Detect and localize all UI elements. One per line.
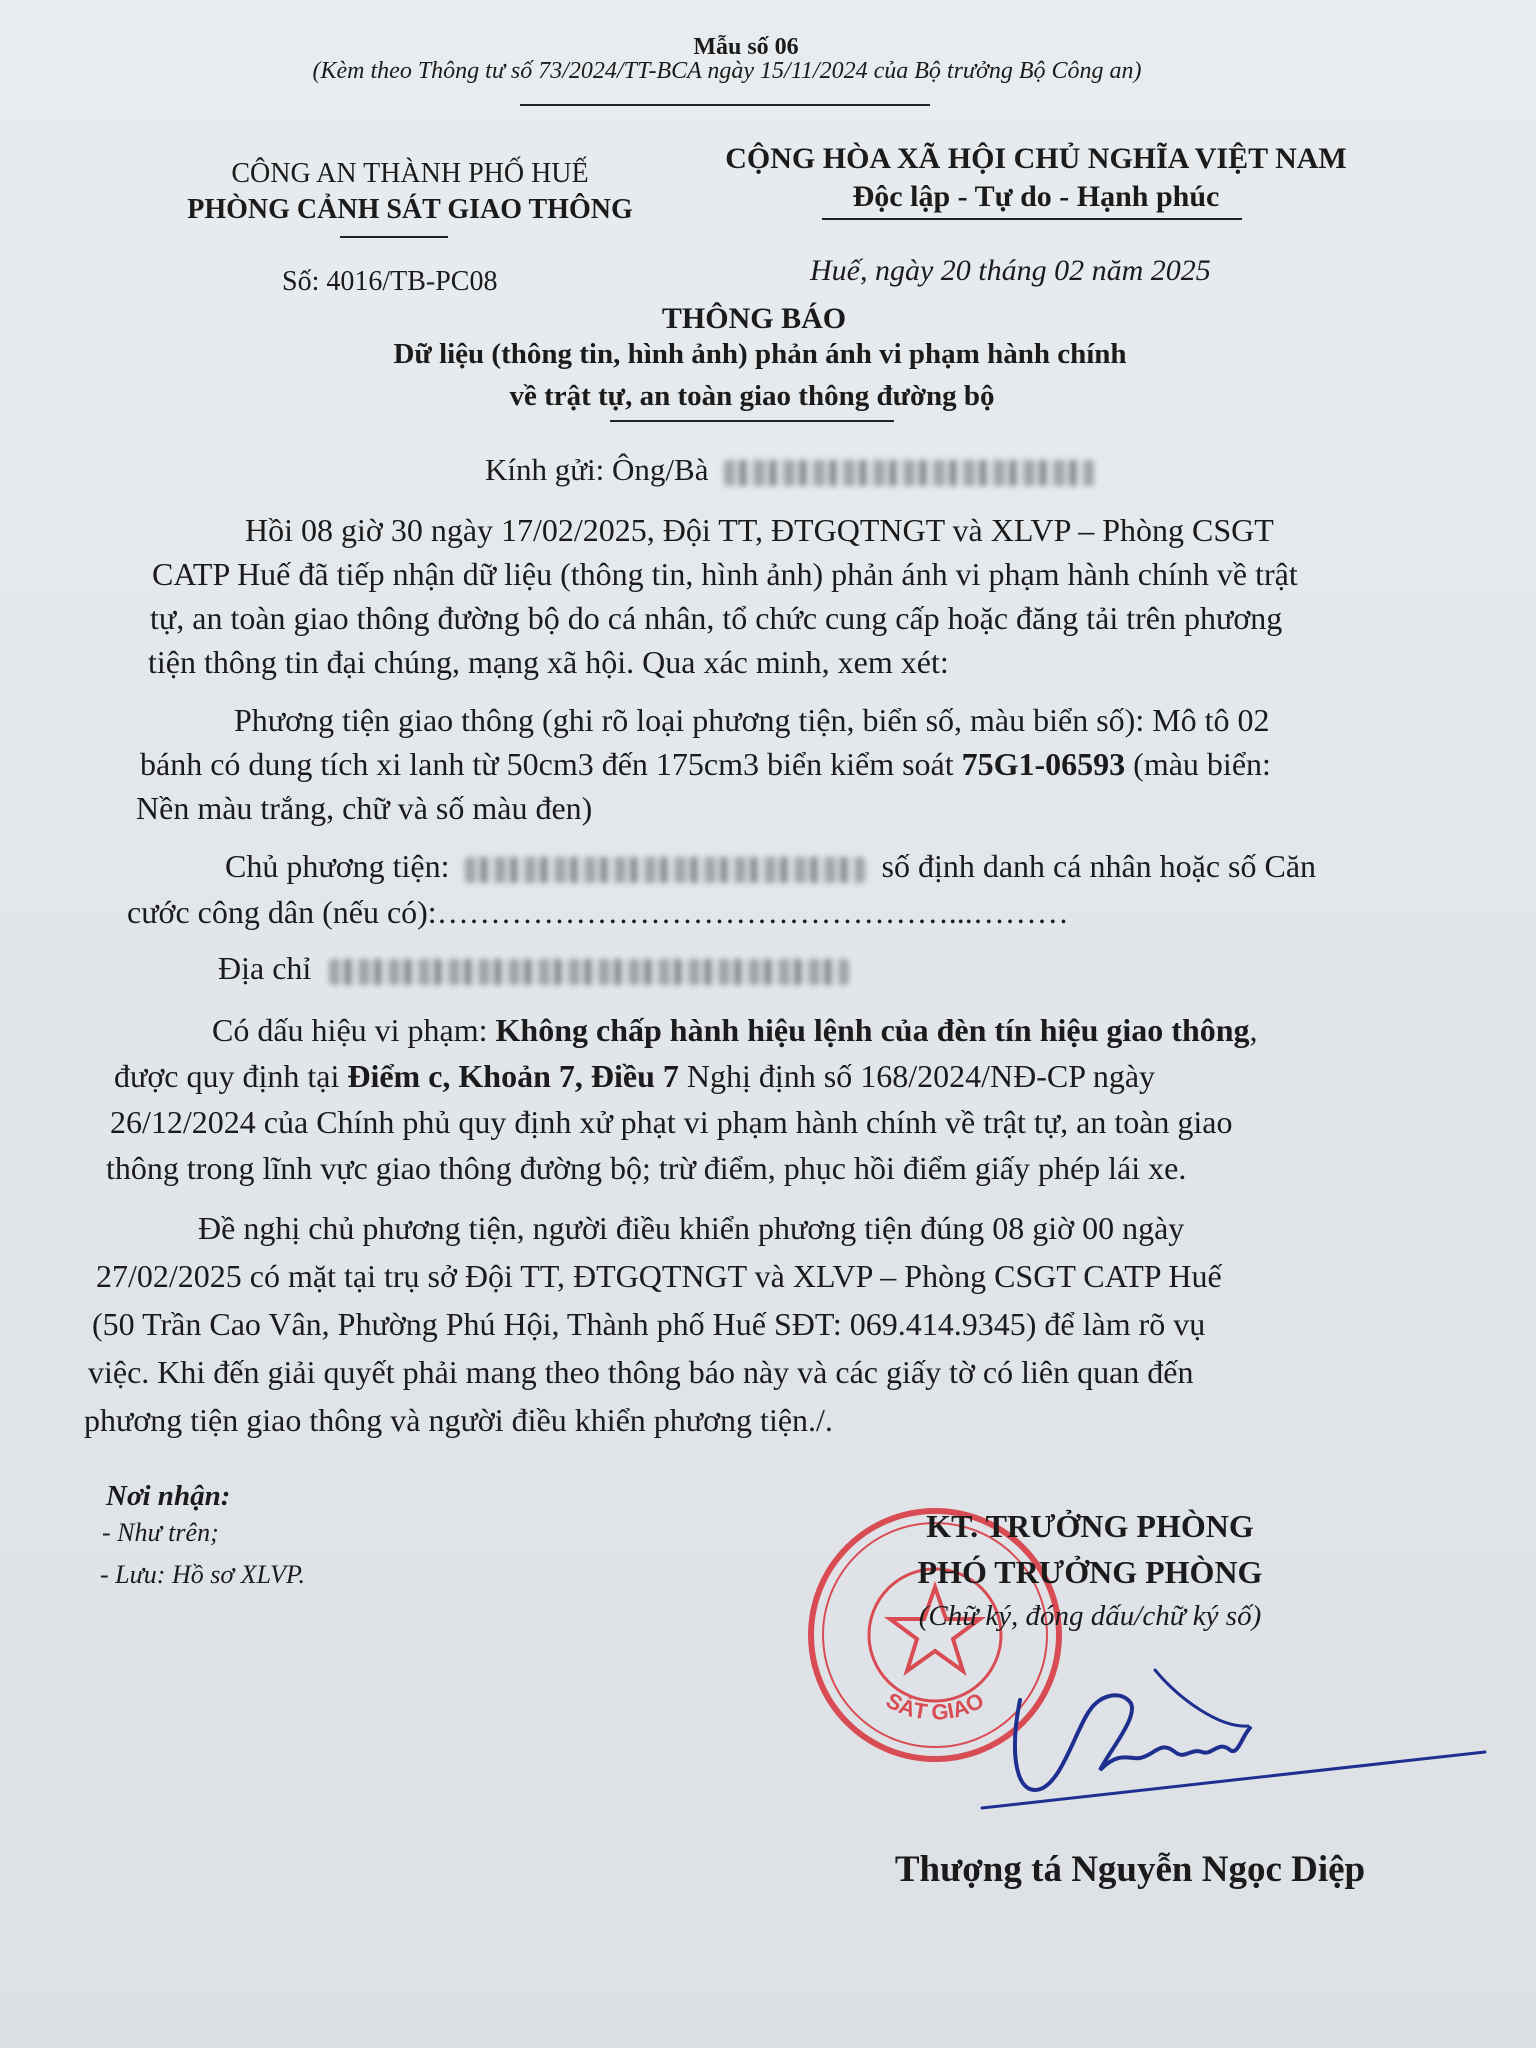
owner-line-2: cước công dân (nếu có):…………………………………………...……… xyxy=(127,894,1069,930)
plate-color-lead: (màu biển: xyxy=(1125,746,1271,782)
form-number: Mẫu số 06 xyxy=(693,34,799,60)
document-title: THÔNG BÁO xyxy=(661,302,847,335)
license-plate: 75G1-06593 xyxy=(961,746,1126,782)
vehicle-line-2 xyxy=(140,746,1271,783)
violation-lead: Có dấu hiệu vi phạm: xyxy=(212,1012,496,1048)
request-line-2: 27/02/2025 có mặt tại trụ sở Đội TT, ĐTGQTNGT và XLVP – Phòng CSGT CATP Huế xyxy=(96,1258,1222,1294)
document-subtitle-2: về trật tự, an toàn giao thông đường bộ xyxy=(509,380,995,412)
intro-line-4: tiện thông tin đại chúng, mạng xã hội. Qua xác minh, xem xét: xyxy=(148,644,949,680)
recipient-label: Kính gửi: Ông/Bà xyxy=(485,452,709,487)
department-name: PHÒNG CẢNH SÁT GIAO THÔNG xyxy=(187,194,633,225)
signer-name: Thượng tá Nguyễn Ngọc Diệp xyxy=(894,1849,1366,1890)
violation-ref-lead: được quy định tại xyxy=(114,1058,348,1094)
request-line-1: Đề nghị chủ phương tiện, người điều khiển phương tiện đúng 08 giờ 00 ngày xyxy=(198,1210,1185,1246)
request-line-3: (50 Trần Cao Vân, Phường Phú Hội, Thành phố Huế SĐT: 069.414.9345) để làm rõ vụ xyxy=(92,1306,1206,1342)
document-number: Số: 4016/TB-PC08 xyxy=(282,266,498,297)
intro-line-1: Hồi 08 giờ 30 ngày 17/02/2025, Đội TT, ĐTGQTNGT và XLVP – Phòng CSGT xyxy=(245,512,1274,548)
seal-text: SÁT GIAO xyxy=(882,1687,988,1725)
violation-name: Không chấp hành hiệu lệnh của đèn tín hiệu giao thông xyxy=(495,1012,1250,1048)
signature-title-1: KT. TRƯỞNG PHÒNG xyxy=(926,1508,1254,1544)
signature-note: (Chữ ký, đóng dấu/chữ ký số) xyxy=(918,1600,1262,1632)
violation-line-1 xyxy=(212,1012,1258,1049)
recipient-item-2: - Lưu: Hồ sơ XLVP. xyxy=(100,1560,306,1589)
address-label: Địa chỉ xyxy=(218,950,312,986)
form-attachment-note: (Kèm theo Thông tư số 73/2024/TT-BCA ngày 15/11/2024 của Bộ trưởng Bộ Công an) xyxy=(312,58,1142,84)
vehicle-desc: bánh có dung tích xi lanh từ 50cm3 đến 175cm3 biển kiểm soát xyxy=(140,746,962,782)
owner-id-label: số định danh cá nhân hoặc số Căn xyxy=(881,848,1317,884)
address-line xyxy=(218,950,849,987)
form-rule xyxy=(520,104,930,106)
country-name: CỘNG HÒA XÃ HỘI CHỦ NGHĨA VIỆT NAM xyxy=(725,142,1347,175)
violation-comma: , xyxy=(1249,1012,1258,1048)
recipients-title: Nơi nhận: xyxy=(106,1480,231,1512)
signature-title-2: PHÓ TRƯỞNG PHÒNG xyxy=(917,1554,1263,1590)
recipient-item-1: - Như trên; xyxy=(102,1518,219,1547)
violation-line-3: 26/12/2024 của Chính phủ quy định xử phạt vi phạm hành chính về trật tự, an toàn giao xyxy=(110,1104,1233,1140)
violation-article: Điểm c, Khoản 7, Điều 7 xyxy=(347,1058,679,1094)
redacted-address xyxy=(329,959,849,985)
recipient-line xyxy=(485,452,1094,488)
intro-line-3: tự, an toàn giao thông đường bộ do cá nhân, tổ chức cung cấp hoặc đăng tải trên phương xyxy=(150,600,1283,636)
owner-label: Chủ phương tiện: xyxy=(225,848,450,884)
national-motto: Độc lập - Tự do - Hạnh phúc xyxy=(852,180,1220,213)
document-date: Huế, ngày 20 tháng 02 năm 2025 xyxy=(810,254,1211,287)
department-rule xyxy=(340,236,448,238)
vehicle-line-1: Phương tiện giao thông (ghi rõ loại phương tiện, biển số, màu biển số): Mô tô 02 xyxy=(234,702,1270,738)
vehicle-line-3: Nền màu trắng, chữ và số màu đen) xyxy=(136,790,593,826)
handwritten-signature xyxy=(980,1640,1500,1820)
agency-name: CÔNG AN THÀNH PHỐ HUẾ xyxy=(231,158,589,189)
owner-line-1 xyxy=(225,848,1316,885)
violation-line-2 xyxy=(114,1058,1155,1095)
request-line-5: phương tiện giao thông và người điều khiển phương tiện./. xyxy=(84,1402,833,1438)
redacted-recipient xyxy=(724,460,1094,486)
motto-rule xyxy=(822,218,1242,220)
violation-line-4: thông trong lĩnh vực giao thông đường bộ; trừ điểm, phục hồi điểm giấy phép lái xe. xyxy=(106,1150,1187,1186)
document-subtitle-1: Dữ liệu (thông tin, hình ảnh) phản ánh vi phạm hành chính xyxy=(393,338,1127,370)
intro-line-2: CATP Huế đã tiếp nhận dữ liệu (thông tin, hình ảnh) phản ánh vi phạm hành chính về trật xyxy=(152,556,1298,592)
violation-decree: Nghị định số 168/2024/NĐ-CP ngày xyxy=(678,1058,1156,1094)
title-rule xyxy=(610,420,894,422)
redacted-owner xyxy=(465,857,865,883)
request-line-4: việc. Khi đến giải quyết phải mang theo thông báo này và các giấy tờ có liên quan đến xyxy=(88,1354,1194,1390)
